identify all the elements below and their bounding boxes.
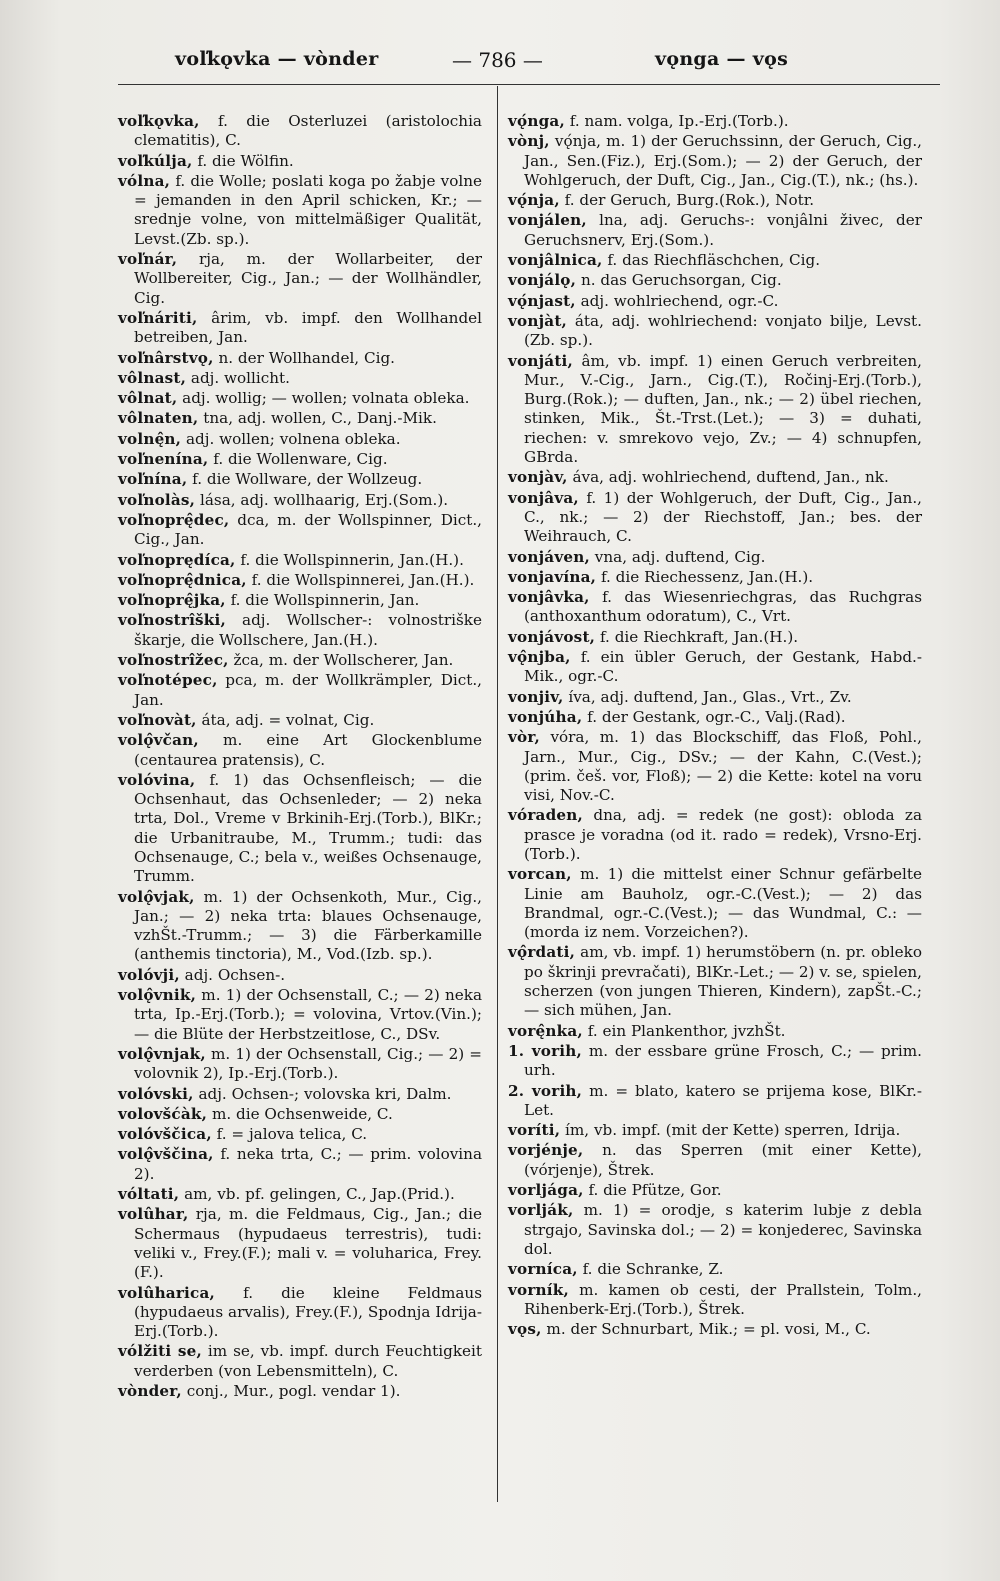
- dictionary-entry: [508, 191, 922, 210]
- entry-headword: vorjénje,: [508, 1141, 584, 1160]
- dictionary-entry: [508, 1260, 922, 1279]
- entry-definition: conj., Mur., pogl. vendar 1).: [186, 1382, 401, 1400]
- entry-definition: f. die Wollspinnerei, Jan.(H.).: [251, 570, 475, 589]
- dictionary-entry: [118, 731, 482, 770]
- entry-headword: vorljága,: [508, 1181, 584, 1200]
- dictionary-entry: [118, 430, 482, 449]
- entry-headword: vònj,: [508, 132, 550, 151]
- entry-headword: volǫ̂vjak,: [118, 887, 195, 906]
- entry-definition: lna, adj. Geruchs-: vonjâlni živec, der Geruchsnerv, Erj.(Som.).: [524, 211, 922, 249]
- entry-headword: vólžiti se,: [118, 1342, 202, 1361]
- dictionary-entry: [508, 708, 922, 727]
- entry-headword: voľnoprę̂dnica,: [118, 570, 247, 589]
- entry-headword: vóraden,: [508, 806, 584, 825]
- dictionary-entry: [118, 152, 482, 171]
- entry-headword: vonjàt,: [508, 311, 568, 330]
- entry-definition: dna, adj. = redek (ne gost): obloda za prasce je voradna (od it. rado = redek), Vrsno-Erj.(Torb.).: [524, 806, 922, 863]
- entry-headword: voľnovàt,: [118, 710, 197, 729]
- entry-headword: vònder,: [118, 1382, 182, 1400]
- entry-headword: voľnolàs,: [118, 490, 196, 509]
- dictionary-entry: [118, 511, 482, 550]
- entry-definition: adj. wollig; — wollen; volnata obleka.: [182, 389, 470, 408]
- entry-definition: f. die Osterluzei (aristolochia clematitis), C.: [134, 112, 482, 150]
- entry-definition: f. die Wollspinnerin, Jan.(H.).: [240, 550, 464, 569]
- dictionary-entry: [118, 491, 482, 510]
- entry-definition: f. = jalova telica, C.: [216, 1125, 368, 1144]
- dictionary-entry: [118, 409, 482, 428]
- dictionary-entry: [508, 628, 922, 647]
- entry-headword: volǫ̂včan,: [118, 731, 199, 750]
- dictionary-entry: [118, 711, 482, 730]
- dictionary-entry: [118, 591, 482, 610]
- dictionary-entry: [508, 112, 922, 131]
- entry-headword: 1. vorih,: [508, 1041, 582, 1060]
- entry-definition: m. der essbare grüne Frosch, C.; — prim. urh.: [524, 1041, 923, 1080]
- entry-definition: f. die Pfütze, Gor.: [588, 1181, 722, 1200]
- entry-headword: vonjàv,: [508, 468, 568, 487]
- dictionary-entry: [508, 806, 922, 864]
- entry-headword: voľnotépec,: [118, 671, 218, 690]
- entry-headword: voľnína,: [118, 470, 188, 489]
- dictionary-entry: [508, 588, 922, 627]
- dictionary-entry: [118, 611, 482, 650]
- entry-definition: f. die Schranke, Z.: [582, 1260, 724, 1279]
- entry-headword: volǫ̂vščina,: [118, 1145, 214, 1164]
- entry-headword: vôlnaten,: [118, 409, 199, 428]
- dictionary-entry: [508, 1320, 922, 1339]
- dictionary-entry: [508, 548, 922, 567]
- entry-headword: vonjavína,: [508, 567, 597, 586]
- dictionary-entry: [508, 312, 922, 351]
- entry-definition: áta, adj. = volnat, Cig.: [201, 710, 375, 729]
- entry-headword: vóltati,: [118, 1185, 180, 1204]
- entry-headword: vǫ̂rdati,: [508, 943, 576, 962]
- dictionary-entry: [508, 1141, 922, 1180]
- entry-definition: m. 1) der Ochsenstall, Cig.; — 2) = volovnik 2), Ip.-Erj.(Torb.).: [134, 1044, 483, 1083]
- dictionary-entry: [118, 369, 482, 388]
- entry-headword: vonjálǫ,: [508, 271, 577, 290]
- dictionary-entry: [508, 1281, 922, 1320]
- dictionary-entry: [118, 1342, 482, 1381]
- entry-definition: m. eine Art Glockenblume (centaurea pratensis), C.: [134, 731, 482, 769]
- page-number: — 786 —: [452, 48, 543, 72]
- dictionary-entry: [118, 551, 482, 570]
- entry-definition: f. die Wollenware, Cig.: [213, 450, 388, 469]
- entry-headword: voľkǫvka,: [118, 112, 200, 130]
- entry-headword: vonjâlnica,: [508, 251, 603, 270]
- entry-headword: vorę̂nka,: [508, 1021, 583, 1040]
- entry-definition: rja, m. der Wollarbeiter, der Wollbereiter, Cig., Jan.; — der Wollhändler, Cig.: [134, 250, 482, 307]
- entry-headword: vonjáven,: [508, 547, 590, 566]
- header-left-range: voľkǫvka — vònder: [175, 48, 379, 70]
- entry-definition: âm, vb. impf. 1) einen Geruch verbreiten, Mur., V.-Cig., Jarn., Cig.(T.), Ročinj-Erj.(Torb.), Burg.(Rok.); — duften, Jan., nk.; — 2) übel riechen, stinken, Mik., Št.-Trst.(Let.); — 3) = duhati, riechen: v. smrekovo vejo, Zv.; — 4) schnupfen, GBrda.: [524, 351, 923, 467]
- dictionary-entry: [508, 1022, 922, 1041]
- entry-headword: volóvski,: [118, 1084, 194, 1103]
- entry-headword: voľnenína,: [118, 450, 209, 469]
- entry-definition: lása, adj. wollhaarig, Erj.(Som.).: [199, 490, 449, 509]
- entry-headword: volǫ̂vnjak,: [118, 1044, 206, 1063]
- entry-headword: 2. vorih,: [508, 1081, 583, 1100]
- entry-headword: volóvščica,: [118, 1125, 212, 1144]
- entry-headword: vǫ̂njba,: [508, 648, 571, 667]
- dictionary-entry: [508, 211, 922, 250]
- entry-definition: adj. Wollscher-: volnostriške škarje, die Wollschere, Jan.(H.).: [134, 611, 482, 649]
- entry-definition: m. 1) die mittelst einer Schnur gefärbelte Linie am Bauholz, ogr.-C.(Vest.); — 2) das Brandmal, ogr.-C.(Vest.); — das Wundmal, C.: — (morda iz nem. Vorzeichen?).: [524, 865, 922, 942]
- entry-definition: n. der Wollhandel, Cig.: [218, 348, 395, 367]
- entry-definition: vna, adj. duftend, Cig.: [594, 547, 766, 566]
- entry-headword: vôlnast,: [118, 368, 187, 387]
- entry-headword: volóvji,: [118, 965, 180, 984]
- dictionary-entry: [118, 1125, 482, 1144]
- entry-definition: m. 1) der Ochsenstall, C.; — 2) neka trta, Ip.-Erj.(Torb.); = volovina, Vrtov.(Vin.); — die Blüte der Herbstzeitlose, C., DSv.: [134, 986, 483, 1043]
- entry-definition: f. die Wolle; poslati koga po žabje volne = jemanden in den April schicken, Kr.; — srednje volne, von mittelmäßiger Qualität, Levst.(Zb. sp.).: [134, 171, 482, 248]
- dictionary-entry: [118, 1085, 482, 1104]
- entry-headword: vorníca,: [508, 1260, 578, 1279]
- dictionary-entry: [118, 986, 482, 1044]
- header-rule: [118, 84, 940, 85]
- entry-headword: vonjâvka,: [508, 588, 590, 607]
- entry-headword: voľnostrîški,: [118, 611, 226, 630]
- dictionary-entry: [118, 112, 482, 151]
- entry-headword: vonjâva,: [508, 488, 579, 507]
- entry-definition: f. die Wölfin.: [197, 151, 294, 170]
- entry-definition: f. die Riechkraft, Jan.(H.).: [599, 627, 799, 646]
- dictionary-entry: [508, 568, 922, 587]
- dictionary-entry: [118, 1045, 482, 1084]
- entry-definition: n. das Sperren (mit einer Kette), (vórjenje), Štrek.: [524, 1141, 923, 1179]
- dictionary-entry: [118, 349, 482, 368]
- entry-definition: adj. Ochsen-; volovska kri, Dalm.: [198, 1084, 452, 1103]
- entry-definition: adj. Ochsen-.: [184, 965, 286, 984]
- dictionary-entry: [508, 1121, 922, 1140]
- entry-definition: am, vb. impf. 1) herumstöbern (n. pr. obleko po škrinji prevračati), BlKr.-Let.; — 2) v. se, spielen, scherzen (von jungen Thieren, Kindern), zapŠt.-C.; — sich mühen, Jan.: [524, 943, 923, 1020]
- entry-definition: adj. wollicht.: [190, 368, 290, 387]
- entry-headword: vorcan,: [508, 865, 572, 884]
- dictionary-entry: [118, 172, 482, 249]
- entry-definition: am, vb. pf. gelingen, C., Jap.(Prid.).: [184, 1185, 455, 1204]
- entry-definition: f. der Geruch, Burg.(Rok.), Notr.: [564, 191, 815, 210]
- dictionary-entry: [118, 651, 482, 670]
- entry-definition: áta, adj. wohlriechend: vonjato bilje, Levst.(Zb. sp.).: [524, 311, 922, 350]
- entry-definition: m. die Ochsenweide, C.: [211, 1104, 393, 1123]
- dictionary-entry: [508, 1082, 922, 1121]
- entry-definition: pca, m. der Wollkrämpler, Dict., Jan.: [134, 671, 483, 709]
- entry-definition: f. nam. volga, Ip.-Erj.(Torb.).: [569, 112, 789, 130]
- entry-headword: vorník,: [508, 1280, 569, 1299]
- left-column: [118, 112, 482, 1402]
- entry-definition: vǫ́nja, m. 1) der Geruchssinn, der Geruch, Cig., Jan., Sen.(Fiz.), Erj.(Som.); — 2) der Geruch, der Wohlgeruch, der Duft, Cig., Jan., Cig.(T.), nk.; (hs.).: [524, 132, 922, 189]
- dictionary-entry: [118, 250, 482, 308]
- dictionary-entry: [118, 771, 482, 887]
- entry-headword: vonjálen,: [508, 211, 587, 230]
- entry-headword: voľnostrîžec,: [118, 651, 229, 670]
- entry-headword: vólna,: [118, 171, 171, 190]
- column-divider: [497, 86, 498, 1502]
- entry-headword: volovšćàk,: [118, 1104, 208, 1123]
- entry-definition: žca, m. der Wollscherer, Jan.: [233, 651, 454, 670]
- entry-headword: volnę̂n,: [118, 429, 182, 448]
- entry-headword: vǫ́nga,: [508, 112, 565, 130]
- dictionary-entry: [118, 1205, 482, 1282]
- entry-definition: m. 1) der Ochsenkoth, Mur., Cig., Jan.; — 2) neka trta: blaues Ochsenauge, vzhŠt.-Trumm.; — 3) die Färberkamille (anthemis tinctoria), M., Vod.(Izb. sp.).: [134, 887, 482, 964]
- right-column: [508, 112, 922, 1340]
- dictionary-entry: [118, 966, 482, 985]
- dictionary-entry: [508, 468, 922, 487]
- dictionary-entry: [508, 132, 922, 190]
- dictionary-entry: [508, 1042, 922, 1081]
- entry-headword: vonjávost,: [508, 627, 596, 646]
- entry-definition: f. die Wollware, der Wollzeug.: [192, 470, 423, 489]
- entry-definition: m. kamen ob cesti, der Prallstein, Tolm., Rihenberk-Erj.(Torb.), Štrek.: [524, 1280, 922, 1318]
- dictionary-entry: [508, 292, 922, 311]
- entry-definition: f. die Riechessenz, Jan.(H.).: [600, 567, 814, 586]
- dictionary-entry: [508, 1201, 922, 1259]
- entry-headword: voľnáriti,: [118, 308, 198, 327]
- dictionary-entry: [118, 1382, 482, 1401]
- dictionary-entry: [508, 943, 922, 1020]
- entry-headword: volǫ̂vnik,: [118, 986, 197, 1005]
- entry-headword: voríti,: [508, 1121, 561, 1140]
- dictionary-entry: [118, 1105, 482, 1124]
- entry-definition: m. der Schnurbart, Mik.; = pl. vosi, M., C.: [546, 1320, 871, 1339]
- entry-headword: volóvina,: [118, 770, 196, 789]
- dictionary-entry: [508, 251, 922, 270]
- dictionary-entry: [508, 865, 922, 942]
- entry-definition: f. 1) das Ochsenfleisch; — die Ochsenhaut, das Ochsenleder; — 2) neka trta, Dol., Vreme v Brkinih-Erj.(Torb.), BlKr.; die Urbanitraube, M., Trumm.; tudi: das Ochsenauge, C.; bela v., weißes Ochsenauge, Trumm.: [134, 770, 483, 886]
- entry-definition: m. 1) = orodje, s katerim lubje z debla strgajo, Savinska dol.; — 2) = konjederec, Savinska dol.: [524, 1201, 922, 1258]
- dictionary-entry: [118, 1284, 482, 1342]
- entry-definition: adj. wollen; volnena obleka.: [186, 429, 401, 448]
- entry-definition: vóra, m. 1) das Blockschiff, das Floß, Pohl., Jarn., Mur., Cig., DSv.; — der Kahn, C.(Vest.); (prim. češ. vor, Floß); — 2) die Kette: kotel na voru visi, Nov.-C.: [524, 728, 923, 805]
- entry-headword: vonjiv,: [508, 687, 564, 706]
- entry-definition: f. ein übler Geruch, der Gestank, Habd.-Mik., ogr.-C.: [524, 648, 922, 686]
- dictionary-entry: [118, 450, 482, 469]
- entry-definition: f. die kleine Feldmaus (hypudaeus arvalis), Frey.(F.), Spodnja Idrija-Erj.(Torb.).: [134, 1283, 482, 1341]
- entry-definition: f. das Riechfläschchen, Cig.: [607, 251, 821, 270]
- entry-headword: voľnârstvǫ,: [118, 348, 214, 367]
- entry-definition: rja, m. die Feldmaus, Cig., Jan.; die Schermaus (hypudaeus terrestris), tudi: veliki v., Frey.(F.); mali v. = voluharica, Frey.(F.).: [134, 1205, 482, 1282]
- entry-definition: f. 1) der Wohlgeruch, der Duft, Cig., Jan., C., nk.; — 2) der Riechstoff, Jan.; bes. der Weihrauch, C.: [524, 488, 922, 546]
- entry-definition: adj. wohlriechend, ogr.-C.: [580, 291, 779, 310]
- entry-definition: f. der Gestank, ogr.-C., Valj.(Rad).: [587, 707, 846, 726]
- entry-definition: íva, adj. duftend, Jan., Glas., Vrt., Zv.: [568, 687, 852, 706]
- dictionary-entry: [118, 389, 482, 408]
- dictionary-entry: [508, 1181, 922, 1200]
- entry-headword: vôlnat,: [118, 389, 178, 408]
- dictionary-entry: [508, 728, 922, 805]
- dictionary-entry: [118, 571, 482, 590]
- entry-definition: dca, m. der Wollspinner, Dict., Cig., Jan.: [134, 510, 482, 549]
- entry-headword: voľnoprę̂dec,: [118, 510, 230, 529]
- dictionary-entry: [508, 352, 922, 468]
- page-header: [0, 48, 1000, 78]
- entry-headword: vǫ́njast,: [508, 291, 576, 310]
- entry-definition: ârim, vb. impf. den Wollhandel betreiben, Jan.: [134, 308, 483, 347]
- entry-headword: volûharica,: [118, 1283, 215, 1302]
- dictionary-entry: [508, 489, 922, 547]
- entry-definition: f. die Wollspinnerin, Jan.: [230, 591, 420, 610]
- entry-headword: vǫ́nja,: [508, 191, 560, 210]
- entry-definition: áva, adj. wohlriechend, duftend, Jan., nk.: [572, 468, 889, 487]
- entry-headword: voľkúlja,: [118, 151, 193, 170]
- entry-headword: vǫs,: [508, 1320, 542, 1339]
- entry-headword: voľnoprę̂jka,: [118, 591, 226, 610]
- entry-headword: volûhar,: [118, 1205, 189, 1224]
- entry-headword: vonjúha,: [508, 707, 583, 726]
- entry-headword: vorlják,: [508, 1201, 574, 1220]
- dictionary-entry: [508, 648, 922, 687]
- dictionary-entry: [118, 888, 482, 965]
- dictionary-entry: [508, 271, 922, 290]
- entry-definition: ím, vb. impf. (mit der Kette) sperren, Idrija.: [565, 1121, 901, 1140]
- header-right-range: vǫnga — vǫs: [655, 48, 789, 70]
- dictionary-entry: [118, 470, 482, 489]
- entry-definition: m. = blato, katero se prijema kose, BlKr.-Let.: [524, 1081, 923, 1119]
- dictionary-entry: [508, 688, 922, 707]
- entry-definition: im se, vb. impf. durch Feuchtigkeit verderben (von Lebensmitteln), C.: [134, 1342, 482, 1380]
- entry-definition: tna, adj. wollen, C., Danj.-Mik.: [203, 409, 437, 428]
- entry-definition: n. das Geruchsorgan, Cig.: [580, 271, 782, 290]
- entry-headword: vòr,: [508, 728, 540, 747]
- dictionary-entry: [118, 1185, 482, 1204]
- entry-headword: voľnár,: [118, 250, 178, 269]
- entry-definition: f. neka trta, C.; — prim. volovina 2).: [134, 1145, 482, 1183]
- dictionary-entry: [118, 671, 482, 710]
- dictionary-entry: [118, 309, 482, 348]
- entry-headword: voľnoprędíca,: [118, 550, 236, 569]
- entry-headword: vonjáti,: [508, 351, 574, 370]
- entry-definition: f. ein Plankenthor, jvzhŠt.: [587, 1021, 786, 1040]
- dictionary-entry: [118, 1145, 482, 1184]
- entry-definition: f. das Wiesenriechgras, das Ruchgras (anthoxanthum odoratum), C., Vrt.: [524, 588, 923, 626]
